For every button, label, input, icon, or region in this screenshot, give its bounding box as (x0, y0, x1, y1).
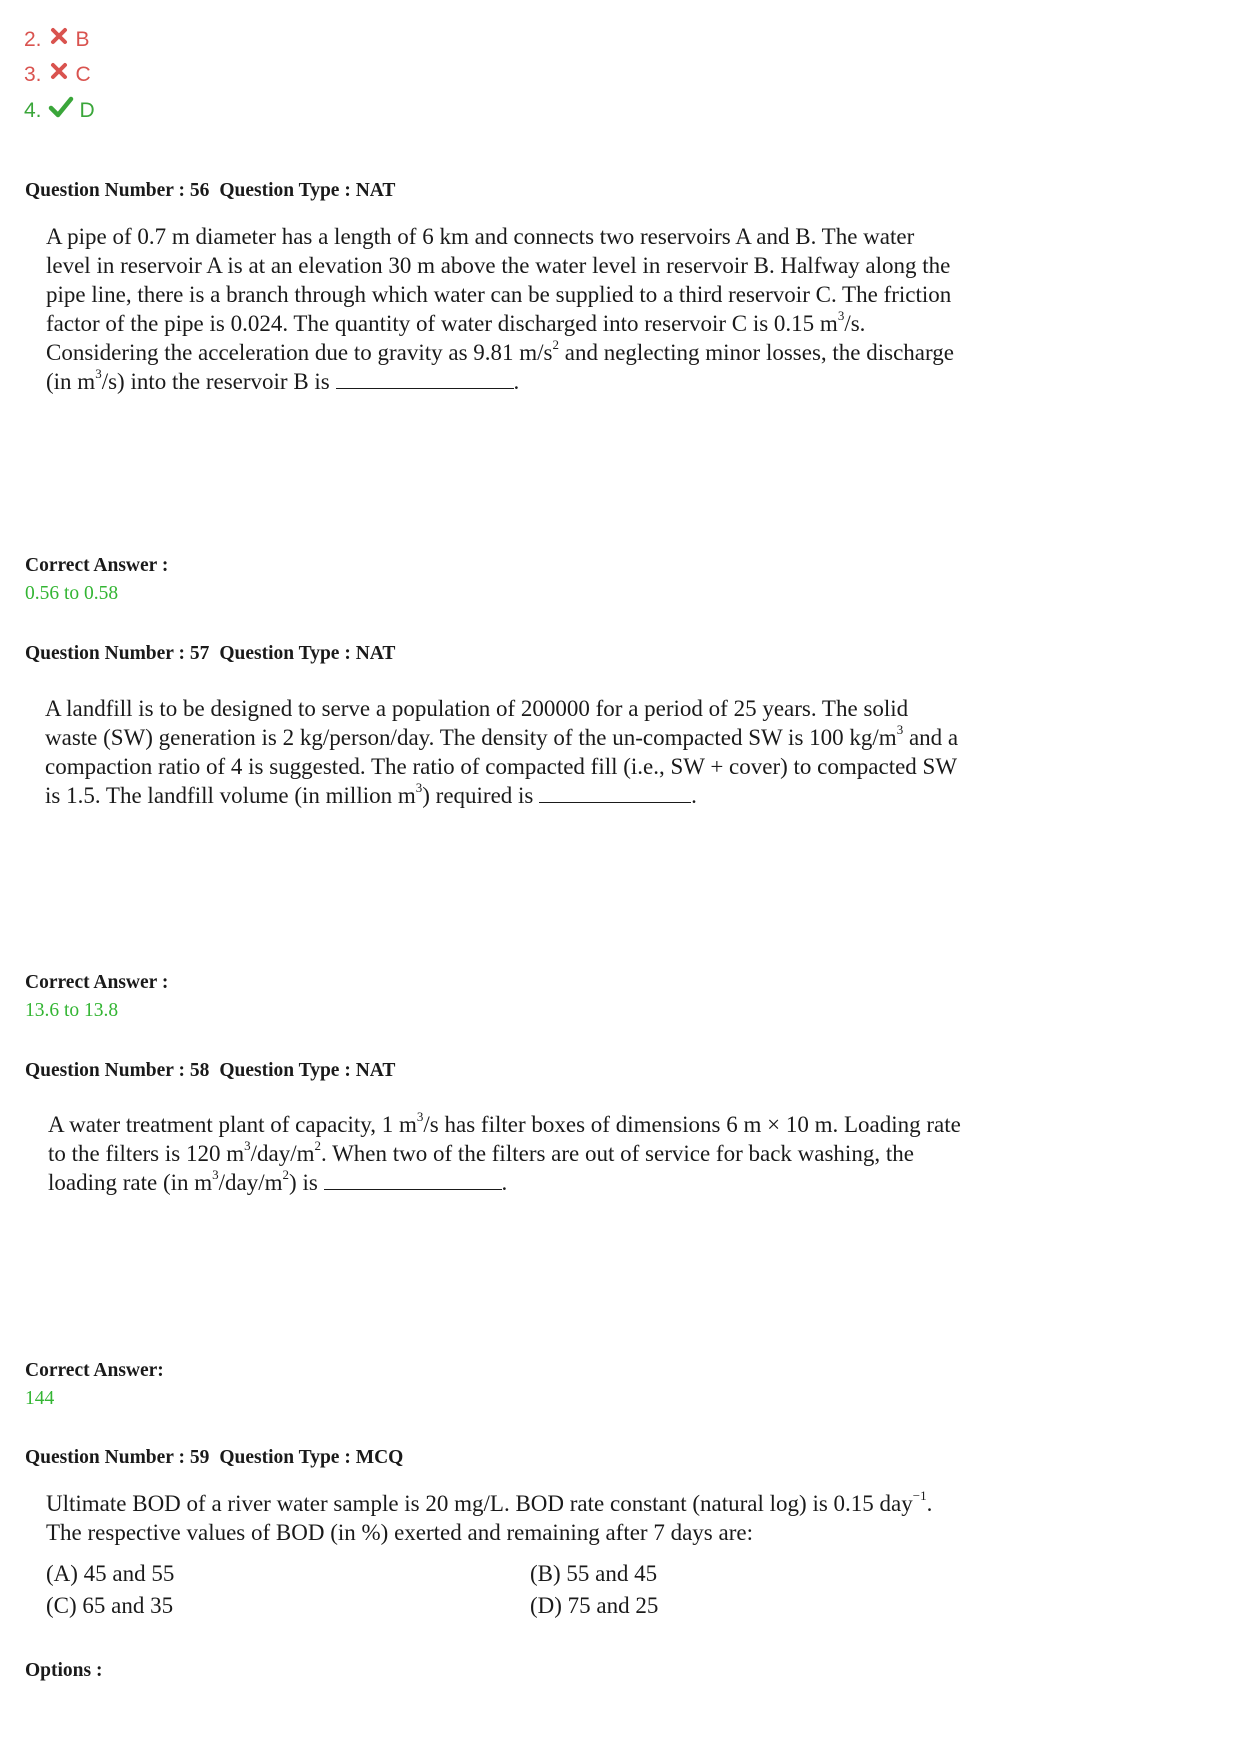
question-type: Question Type : NAT (219, 1060, 396, 1081)
option-d-row (24, 99, 95, 123)
cross-icon (48, 25, 70, 47)
text-line: to the filters is 120 $m^3/day/m^2$. When two of the filters are out of service for back washing, the (48, 1138, 914, 1166)
question-text-58 (48, 1110, 1053, 1197)
question-type: Question Type : NAT (219, 180, 396, 201)
cross-icon (48, 60, 70, 82)
correct-answer-label: Correct Answer : (25, 972, 169, 993)
question-text-56 (46, 222, 1052, 396)
text-line: level in reservoir A is at an elevation 30 m above the water level in reservoir B. Halfway along the (46, 253, 951, 278)
option-letter: D (79, 99, 95, 122)
question-header-57 (25, 643, 395, 665)
text-line: A pipe of 0.7 m diameter has a length of 6 km and connects two reservoirs A and B. The water (46, 224, 915, 249)
choice-c: (C) 65 and 35 (46, 1593, 174, 1618)
correct-answer-value: 0.56 to 0.58 (25, 583, 119, 604)
options-label: Options : (25, 1660, 103, 1681)
question-number: Question Number : 57 (25, 643, 210, 664)
question-header-59 (25, 1447, 403, 1469)
correct-answer-value: 144 (25, 1388, 55, 1409)
choice-a: (A) 45 and 55 (46, 1561, 175, 1586)
question-number: Question Number : 59 (25, 1447, 210, 1468)
answer-blank (336, 368, 514, 389)
option-number: 4. (24, 99, 42, 122)
question-type: Question Type : NAT (219, 643, 396, 664)
question-header-58 (25, 1060, 395, 1082)
answer-blank (539, 782, 691, 803)
correct-answer-value: 13.6 to 13.8 (25, 1000, 119, 1021)
text-line: A water treatment plant of capacity, 1 $m^3/s$ has filter boxes of dimensions 6 m × 10 m. Loading rate (48, 1109, 961, 1137)
text-line: is 1.5. The landfill volume (in million $m^3$) required is . (45, 780, 697, 808)
check-icon (48, 96, 74, 118)
question-number: Question Number : 58 (25, 1060, 210, 1081)
text-line: Considering the acceleration due to gravity as 9.81 $m/s^2$ and neglecting minor losses, the discharge (46, 337, 954, 365)
text-line: A landfill is to be designed to serve a population of 200000 for a period of 25 years. The solid (45, 696, 909, 721)
choice-b: (B) 55 and 45 (530, 1561, 658, 1586)
text-line: factor of the pipe is 0.024. The quantity of water discharged into reservoir C is 0.15 $m^3/s$. (46, 308, 866, 336)
question-number: Question Number : 56 (25, 180, 210, 201)
text-line: pipe line, there is a branch through which water can be supplied to a third reservoir C. The friction (46, 282, 952, 307)
option-b-row (24, 28, 90, 52)
option-number: 3. (24, 63, 42, 86)
choice-d: (D) 75 and 25 (530, 1593, 659, 1618)
question-header-56 (25, 180, 395, 202)
question-text-57 (45, 694, 1050, 810)
question-text-59 (46, 1489, 1052, 1547)
question-type: Question Type : MCQ (219, 1447, 404, 1468)
option-letter: C (75, 63, 91, 86)
answer-blank (324, 1169, 502, 1190)
text-line: loading rate (in $m^3/day/m^2$) is . (48, 1167, 508, 1195)
text-line: Ultimate BOD of a river water sample is 20 mg/L. BOD rate constant (natural log) is 0.15 day$^{-1}$. (46, 1488, 933, 1516)
text-line: (in $m^3/s$) into the reservoir B is . (46, 366, 520, 394)
option-c-row (24, 63, 91, 87)
text-line: compaction ratio of 4 is suggested. The ratio of compacted fill (i.e., SW + cover) to compacted SW (45, 754, 958, 779)
correct-answer-label: Correct Answer : (25, 555, 169, 576)
option-number: 2. (24, 28, 42, 51)
option-letter: B (75, 28, 90, 51)
correct-answer-label: Correct Answer: (25, 1360, 164, 1381)
text-line: The respective values of BOD (in %) exerted and remaining after 7 days are: (46, 1520, 753, 1545)
text-line: waste (SW) generation is 2 kg/person/day. The density of the un-compacted SW is 100 $kg/m^3$ and a (45, 722, 959, 750)
